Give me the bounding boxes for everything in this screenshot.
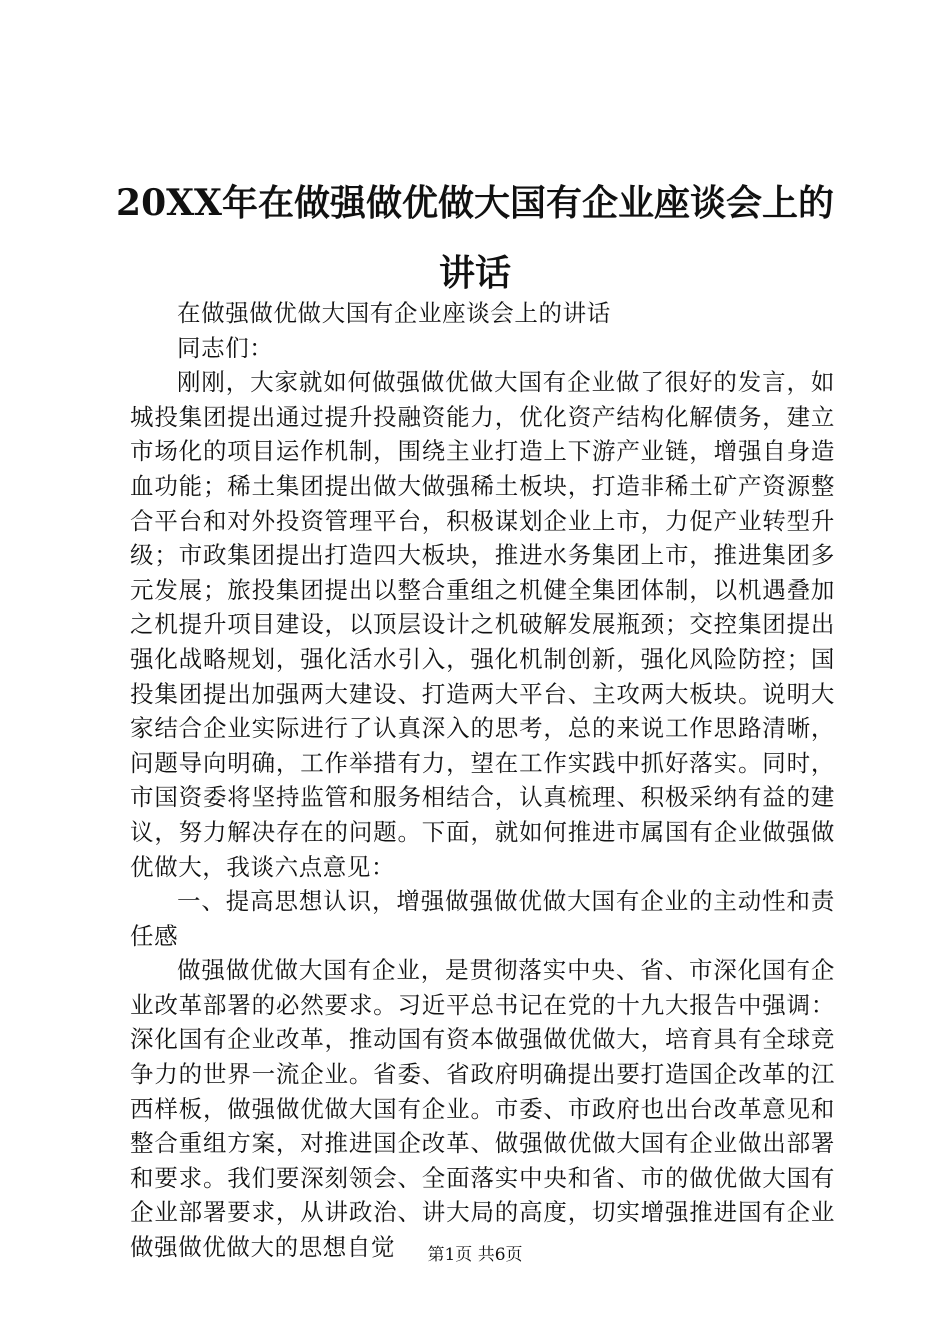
page-number-footer: 第1页 共6页 xyxy=(427,1245,523,1265)
body-paragraph-section-heading: 一、提高思想认识，增强做强做优做大国有企业的主动性和责任感 xyxy=(130,887,835,950)
body-paragraph-section-text: 做强做优做大国有企业，是贯彻落实中央、省、市深化国有企业改革部署的必然要求。习近平总书记在党的十九大报告中强调：深化国有企业改革，推动国有资本做强做优做大，培育具有全球竞争力的世界一流企业。省委、省政府明确提出要打造国企改革的江西样板，做强做优做大国有企业。市委、市政府也出台改革意见和整合重组方案，对推进国企改革、做强做优做大国有企业做出部署和要求。我们要深刻领会、全面落实中央和省、市的做优做大国有企业部署要求，从讲政治、讲大局的高度，切实增强推进国有企业做强做优做大的思想自觉 xyxy=(130,956,835,1262)
body-paragraph-subtitle: 在做强做优做大国有企业座谈会上的讲话 xyxy=(177,299,611,327)
document-body xyxy=(130,296,835,1265)
body-paragraph-intro: 刚刚，大家就如何做强做优做大国有企业做了很好的发言，如城投集团提出通过提升投融资能力，优化资产结构化解债务，建立市场化的项目运作机制，围绕主业打造上下游产业链，增强自身造血功能；稀土集团提出做大做强稀土板块，打造非稀土矿产资源整合平台和对外投资管理平台，积极谋划企业上市，力促产业转型升级；市政集团提出打造四大板块，推进水务集团上市，推进集团多元发展；旅投集团提出以整合重组之机健全集团体制，以机遇叠加之机提升项目建设，以顶层设计之机破解发展瓶颈；交控集团提出强化战略规划，强化活水引入，强化机制创新，强化风险防控；国投集团提出加强两大建设、打造两大平台、主攻两大板块。说明大家结合企业实际进行了认真深入的思考，总的来说工作思路清晰，问题导向明确，工作举措有力，望在工作实践中抓好落实。同时，市国资委将坚持监管和服务相结合，认真梳理、积极采纳有益的建议，努力解决存在的问题。下面，就如何推进市属国有企业做强做优做大，我谈六点意见： xyxy=(130,368,835,881)
document-title: 20XX年在做强做优做大国有企业座谈会上的讲话 xyxy=(116,182,834,294)
body-paragraph-salutation: 同志们： xyxy=(177,333,274,362)
